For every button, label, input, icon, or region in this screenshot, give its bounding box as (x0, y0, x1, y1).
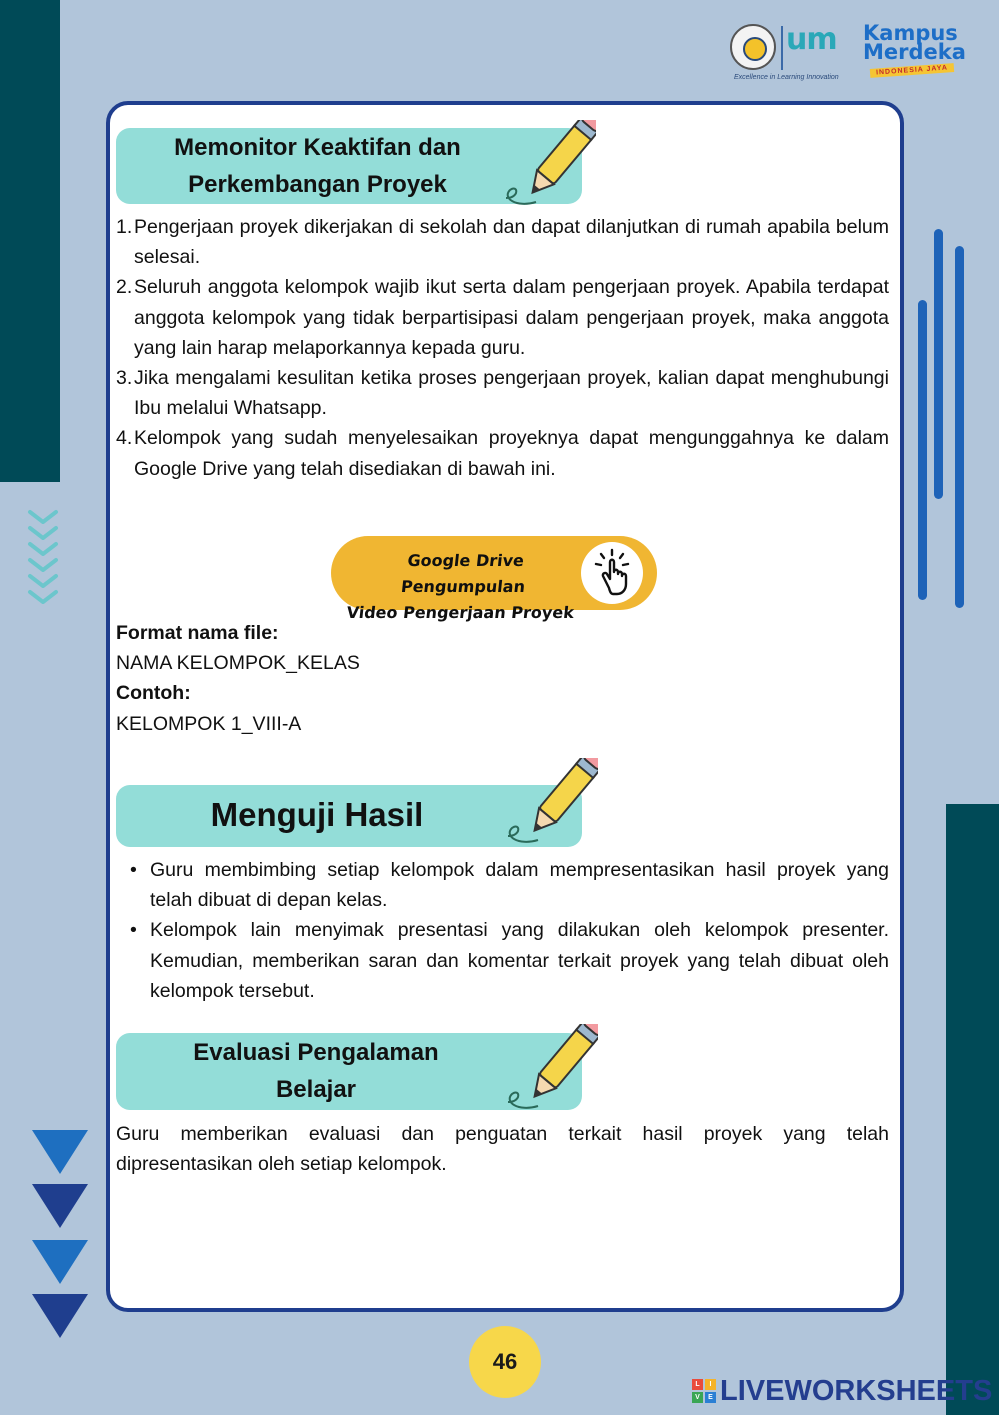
example-value: KELOMPOK 1_VIII-A (116, 712, 302, 735)
pencil-icon (498, 1024, 598, 1114)
indonesia-jaya-label: INDONESIA JAYA (870, 63, 954, 78)
chevron-stack-icon (26, 508, 60, 608)
right-teal-bar (946, 804, 999, 1415)
list-item: • Kelompok lain menyimak presentasi yang dilakukan oleh kelompok presenter. Kemudian, memberikan saran dan komentar terkait proyek yang telah dibuat oleh kelompok tersebut. (130, 919, 889, 1002)
page-number-badge: 46 (469, 1326, 541, 1398)
kampus-merdeka-logo (728, 20, 978, 84)
list-item: 4. Kelompok yang sudah menyelesaikan proyeknya dapat mengunggahnya ke dalam Google Drive yang telah disediakan di bawah ini. (116, 427, 889, 480)
file-format-label: Format nama file: (116, 622, 279, 644)
section-title-menguji: Menguji Hasil (210, 796, 424, 833)
tap-hand-icon (581, 542, 643, 604)
decor-line (955, 246, 964, 608)
left-teal-bar (0, 0, 60, 482)
google-drive-upload-button[interactable] (331, 536, 657, 622)
pencil-icon (496, 120, 596, 210)
google-drive-button-label: Google Drive Pengumpulan Video Pengerjaan Proyek (345, 551, 575, 622)
decor-line (934, 229, 943, 499)
section-title-evaluasi: Evaluasi Pengalaman Belajar (193, 1039, 439, 1103)
example-label: Contoh: (116, 682, 191, 705)
evaluasi-text: Guru memberikan evaluasi dan penguatan terkait hasil proyek yang telah dipresentasikan oleh setiap kelompok. (116, 1123, 889, 1176)
um-logo: um (786, 22, 837, 57)
list-item: • Guru membimbing setiap kelompok dalam mempresentasikan hasil proyek yang telah dibuat di depan kelas. (130, 859, 889, 912)
menguji-list (116, 855, 889, 1006)
logo-divider (781, 26, 783, 70)
decor-line (918, 300, 927, 600)
logo-tagline: Excellence in Learning Innovation (734, 74, 839, 81)
liveworksheets-logo-icon: L I V E (692, 1379, 716, 1403)
list-item: 1. Pengerjaan proyek dikerjakan di sekolah dan dapat dilanjutkan di rumah apabila belum selesai. (116, 216, 889, 269)
kampus-merdeka-wordmark: Kampus Merdeka (863, 21, 966, 64)
pencil-icon (498, 758, 598, 848)
liveworksheets-watermark (692, 1373, 992, 1409)
liveworksheets-wordmark: LIVEWORKSHEETS (720, 1374, 993, 1407)
file-format-value: NAMA KELOMPOK_KELAS (116, 652, 360, 675)
list-item: 2. Seluruh anggota kelompok wajib ikut serta dalam pengerjaan proyek. Apabila terdapat anggota kelompok yang tidak berpartisipasi dalam pengerjaan proyek, maka anggota yang lain harap melaporkannya kepada guru. (116, 276, 889, 359)
triangle-stack-icon (32, 1128, 90, 1343)
file-format-block (116, 618, 889, 739)
section-title-monitor: Memonitor Keaktifan dan Perkembangan Proyek (174, 134, 461, 198)
university-seal-icon (730, 24, 776, 70)
monitor-list (116, 212, 889, 484)
list-item: 3. Jika mengalami kesulitan ketika proses pengerjaan proyek, kalian dapat menghubungi Ibu melalui Whatsapp. (116, 367, 889, 420)
